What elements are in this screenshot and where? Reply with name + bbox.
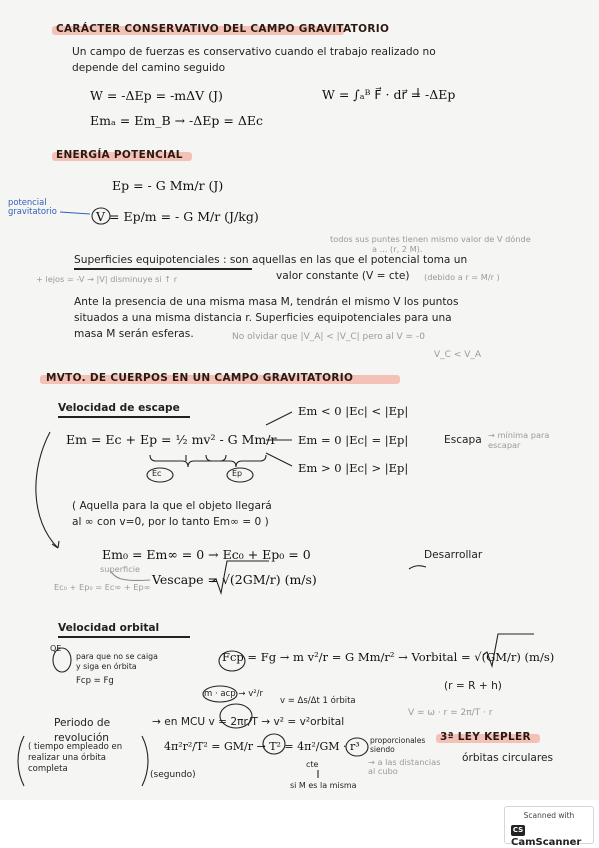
side-note-potencial: potencial gravitatorio	[8, 197, 57, 216]
note-orbit: para que no se caiga	[76, 652, 158, 661]
label-qe: QE	[50, 644, 62, 653]
formula-mechanical-energy: Em = Ec + Ep = ½ mv² - G Mm/r	[66, 432, 277, 447]
formula-v-ds: v = Δs/Δt 1 órbita	[280, 696, 356, 706]
formula-potential: V = Ep/m = - G M/r (J/kg)	[96, 209, 259, 224]
pencil-note: todos sus puntes tienen mismo valor de V dónde	[330, 234, 531, 244]
note-misma: si M es la misma	[290, 781, 357, 790]
text-line: Un campo de fuerzas es conservativo cuando el trabajo realizado no	[72, 46, 436, 58]
label-segundo: (segundo)	[150, 770, 196, 780]
text-line: masa M serán esferas.	[74, 328, 194, 340]
subtitle-escape: Velocidad de escape	[58, 402, 180, 414]
text-paren: al ∞ con v=0, por lo tanto Em∞ = 0 )	[72, 516, 269, 528]
pencil-note: a ... (r, 2 M).	[372, 244, 423, 254]
underline	[58, 636, 190, 638]
subtitle-orbital: Velocidad orbital	[58, 622, 160, 634]
pencil-note: V_C < V_A	[434, 350, 482, 360]
section-title-movimiento: MVTO. DE CUERPOS EN UN CAMPO GRAVITATORIO	[46, 372, 354, 384]
camscanner-badge	[504, 806, 594, 848]
text-line: valor constante (V = cte)	[276, 270, 410, 282]
label-ec: Ec	[152, 469, 162, 478]
label-escapa: Escapa	[444, 434, 482, 446]
pencil-note: (debido a r = M/r )	[424, 272, 500, 282]
note-proportional: proporcionales siendo	[370, 736, 426, 754]
scanned-with-label: Scanned with	[523, 811, 575, 820]
pencil-energy-sum: Ec₀ + Ep₀ = Ec∞ + Ep∞	[54, 582, 151, 592]
pencil-note: No olvidar que |V_A| < |V_C| pero al V = -0	[232, 332, 425, 342]
camscanner-logo-icon: CS	[512, 826, 524, 834]
formula-centripetal: m · acp → v²/r	[204, 689, 263, 699]
case-escape: Em = 0 |Ec| = |Ep|	[298, 433, 409, 447]
text-line: Ante la presencia de una misma masa M, tendrán el mismo V los puntos	[74, 296, 459, 308]
text-line: depende del camino seguido	[72, 62, 226, 74]
formula-kepler: 4π²r²/T² = GM/r → T² = 4π²/GM · r³	[164, 740, 360, 753]
label-ep: Ep	[232, 469, 243, 478]
underline	[74, 268, 252, 270]
formula-escape-velocity: Vescape = √(2GM/r) (m/s)	[152, 572, 317, 587]
note-fcp-fg: Fcp = Fg	[76, 676, 114, 686]
camscanner-label: CamScanner	[511, 836, 582, 848]
formula-work: W = -ΔEp = -mΔV (J)	[90, 88, 223, 103]
case-unbound: Em > 0 |Ec| > |Ep|	[298, 461, 409, 475]
case-bound: Em < 0 |Ec| < |Ep|	[298, 404, 409, 418]
pencil-angular: V = ω · r = 2π/T · r	[408, 708, 493, 718]
formula-work-integral: W = ∫ₐᴮ F⃗ · dr⃗ = -ΔEp	[322, 87, 456, 102]
pencil-superficie: superficie	[100, 564, 141, 574]
formula-energy-conservation: Emₐ = Em_B → -ΔEp = ΔEc	[90, 113, 264, 128]
pencil-note-minimum: → mínima para escapar	[488, 430, 550, 450]
formula-potential-energy: Ep = - G Mm/r (J)	[112, 178, 224, 193]
underline	[58, 416, 190, 418]
label-cte: cte	[306, 760, 319, 769]
formula-mcu: → en MCU v = 2πr/T → v² = v²orbital	[152, 716, 345, 728]
pencil-note: + lejos = -V → |V| disminuye si ↑ r	[36, 274, 178, 284]
text-paren: ( Aquella para la que el objeto llegará	[72, 500, 272, 512]
label-orbitas: órbitas circulares	[462, 752, 554, 764]
formula-escape-condition: Em₀ = Em∞ = 0 → Ec₀ + Ep₀ = 0	[102, 547, 311, 562]
note-orbit: y siga en órbita	[76, 662, 137, 671]
formula-orbital-velocity: Fcp = Fg → m v²/r = G Mm/r² → Vorbital = √(GM/r) (m/s)	[222, 650, 555, 664]
text-equipotential: Superficies equipotenciales : son aquellas en las que el potencial toma un	[74, 254, 468, 266]
pencil-distances: → a las distancias al cubo	[368, 757, 441, 776]
formula-radius: (r = R + h)	[444, 680, 502, 692]
label-desarrollar: Desarrollar	[424, 549, 483, 561]
label-kepler-law: 3ª LEY KEPLER	[440, 731, 531, 743]
note-tiempo: ( tiempo empleado en realizar una órbita completa	[28, 742, 123, 774]
section-title-energia: ENERGÍA POTENCIAL	[56, 149, 183, 161]
section-title-conservativo: CARÁCTER CONSERVATIVO DEL CAMPO GRAVITATORIO	[56, 23, 390, 35]
label-periodo: Periodo de revolución	[54, 717, 111, 744]
text-line: situados a una misma distancia r. Superficies equipotenciales para una	[74, 312, 452, 324]
